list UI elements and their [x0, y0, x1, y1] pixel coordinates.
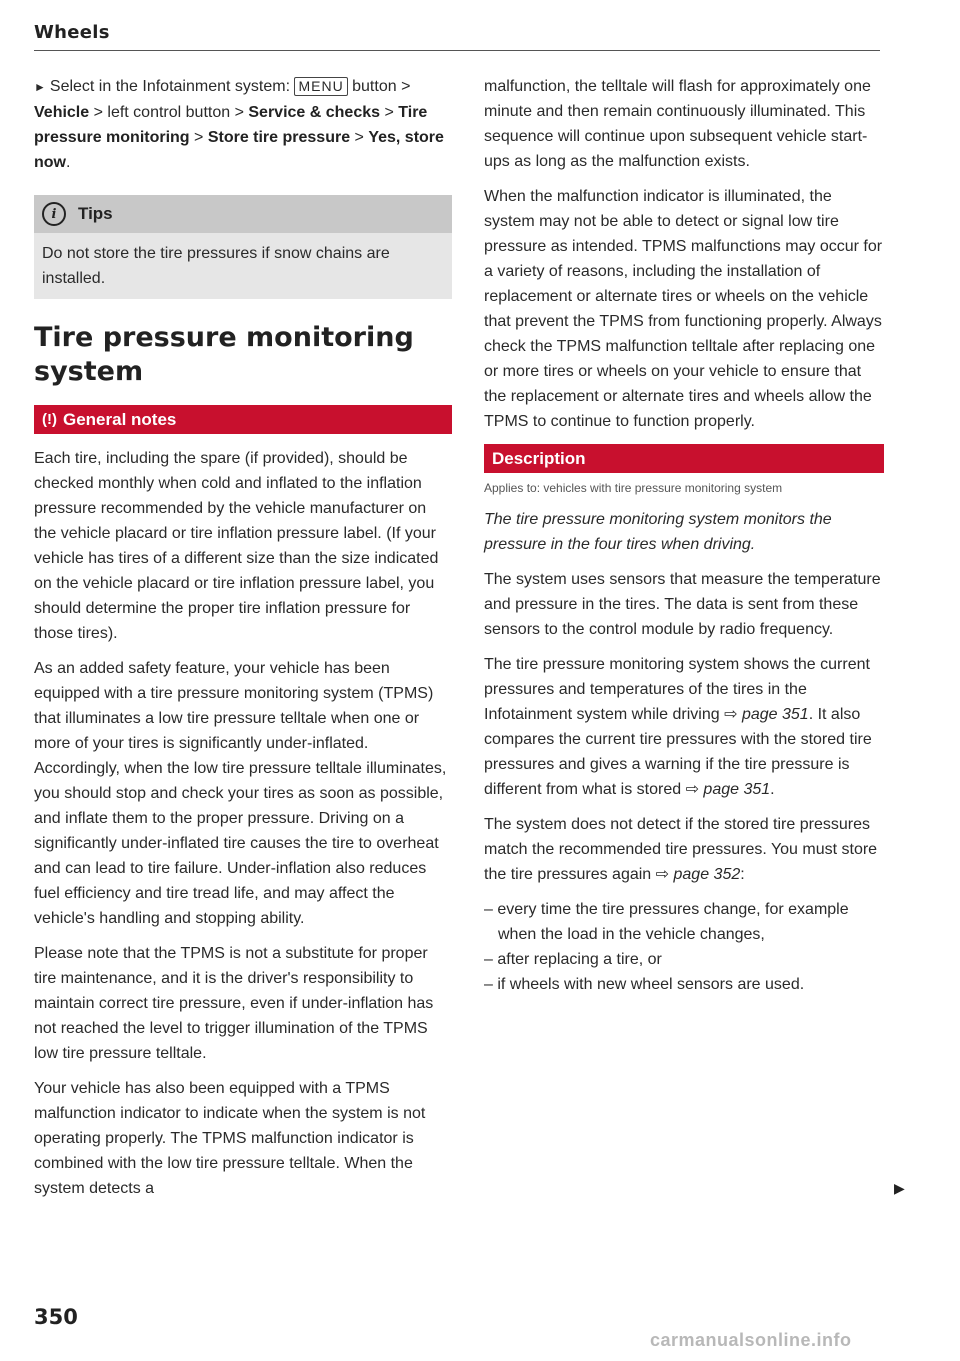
nav-yes: Yes, store now	[34, 129, 444, 171]
applies-note: Applies to: vehicles with tire pressure monitoring system	[484, 481, 783, 495]
nav-vehicle: Vehicle	[34, 104, 90, 121]
nav-text: Select in the Infotainment system:	[49, 78, 295, 95]
page-reference-link[interactable]: ⇨ page 351	[685, 781, 771, 798]
paragraph: Each tire, including the spare (if provided), should be checked monthly when cold and inflated to the inflation pressure recommended by the vehicle manufacturer on the vehicle placard or tire inflation pressure label. (If your vehicle has tires of a different size than the size indicated on the vehicle placard or tire inflation pressure label, you should determine the proper tire inflation pressure for those tires).	[34, 450, 439, 642]
tips-title: Tips	[78, 204, 113, 223]
page-number: 350	[34, 1305, 78, 1329]
list-item: – every time the tire pressures change, for example when the load in the vehicle changes,	[484, 901, 849, 943]
text-run: The system does not detect if the stored tire pressures match the recommended tire pressures. You must store the tire pressures again	[484, 816, 878, 883]
text-run: .	[770, 781, 775, 798]
paragraph	[484, 812, 884, 887]
paragraph: When the malfunction indicator is illuminated, the system may not be able to detect or signal low tire pressure as intended. TPMS malfunctions may occur for a variety of reasons, including the installation of replacement or alternate tires or wheels on the vehicle that prevent the TPMS from functioning properly. Always check the TPMS malfunction telltale after replacing one or more tires or wheels on your vehicle to ensure that the replacement or alternate tires and wheels allow the TPMS to continue to function properly.	[484, 188, 883, 430]
bullet-arrow-icon: ►	[34, 80, 46, 94]
lead-paragraph: The tire pressure monitoring system monitors the pressure in the four tires when driving.	[484, 511, 832, 553]
section-title: Tire pressure monitoring system	[34, 322, 414, 387]
description-title: Description	[492, 448, 586, 468]
warning-icon: (!)	[42, 411, 57, 428]
list-item: – after replacing a tire, or	[484, 951, 662, 968]
tips-text: Do not store the tire pressures if snow chains are installed.	[42, 245, 390, 287]
tips-header	[34, 195, 452, 233]
left-column	[34, 74, 452, 1211]
paragraph: The system uses sensors that measure the temperature and pressure in the tires. The data is sent from these sensors to the control module by radio frequency.	[484, 571, 881, 638]
page-reference-link[interactable]: ⇨ page 351	[724, 706, 809, 723]
list-item: – if wheels with new wheel sensors are used.	[484, 976, 805, 993]
running-header: Wheels	[34, 22, 110, 43]
general-notes-title: General notes	[63, 409, 177, 429]
nav-sep: >	[350, 129, 369, 146]
nav-store: Store tire pressure	[207, 129, 351, 146]
general-notes-bar	[34, 405, 452, 434]
store-conditions-list	[484, 897, 884, 997]
menu-instruction	[34, 74, 452, 175]
page-reference-link[interactable]: ⇨ page 352	[655, 866, 741, 883]
right-column	[484, 74, 884, 997]
paragraph: malfunction, the telltale will flash for approximately one minute and then remain continuously illuminated. This sequence will continue upon subsequent vehicle start-ups as long as the malfunction exists.	[484, 78, 871, 170]
nav-text: button >	[347, 78, 411, 95]
menu-key: MENU	[294, 77, 347, 96]
text-run: :	[740, 866, 745, 883]
watermark: carmanualsonline.info	[650, 1330, 852, 1350]
paragraph: Your vehicle has also been equipped with a TPMS malfunction indicator to indicate when the system is not operating properly. The TPMS malfunction indicator is combined with the low tire pressure telltale. When the system detects a	[34, 1080, 426, 1197]
nav-sep: >	[380, 104, 399, 121]
paragraph	[484, 652, 884, 802]
nav-end: .	[66, 154, 71, 171]
description-bar	[484, 444, 884, 473]
nav-service: Service & checks	[248, 104, 381, 121]
nav-tpm: Tire pressure monitoring	[34, 104, 428, 146]
continue-arrow-icon: ▶	[894, 1180, 905, 1196]
text-run: . It also compares the current tire pressures with the stored tire pressures and gives a warning if the tire pressure is different from what is stored	[484, 706, 872, 798]
header-divider	[34, 50, 880, 51]
paragraph: Please note that the TPMS is not a substitute for proper tire maintenance, and it is the driver's responsibility to maintain correct tire pressure, even if under-inflation has not reached the level to trigger illumination of the TPMS low tire pressure telltale.	[34, 945, 434, 1062]
info-icon: i	[42, 202, 66, 226]
tips-box	[34, 195, 452, 299]
nav-text: > left control button >	[89, 104, 249, 121]
tips-body	[34, 233, 452, 299]
text-run: The tire pressure monitoring system shows the current pressures and temperatures of the tires in the Infotainment system while driving	[484, 656, 870, 723]
paragraph: As an added safety feature, your vehicle has been equipped with a tire pressure monitoring system (TPMS) that illuminates a low tire pressure telltale when one or more of your tires is significantly under-inflated. Accordingly, when the low tire pressure telltale illuminates, you should stop and check your tires as soon as possible, and inflate them to the proper pressure. Driving on a significantly under-inflated tire causes the tire to overheat and can lead to tire failure. Under-inflation also reduces fuel efficiency and tire tread life, and may affect the vehicle's handling and stopping ability.	[34, 660, 447, 927]
nav-sep: >	[189, 129, 208, 146]
